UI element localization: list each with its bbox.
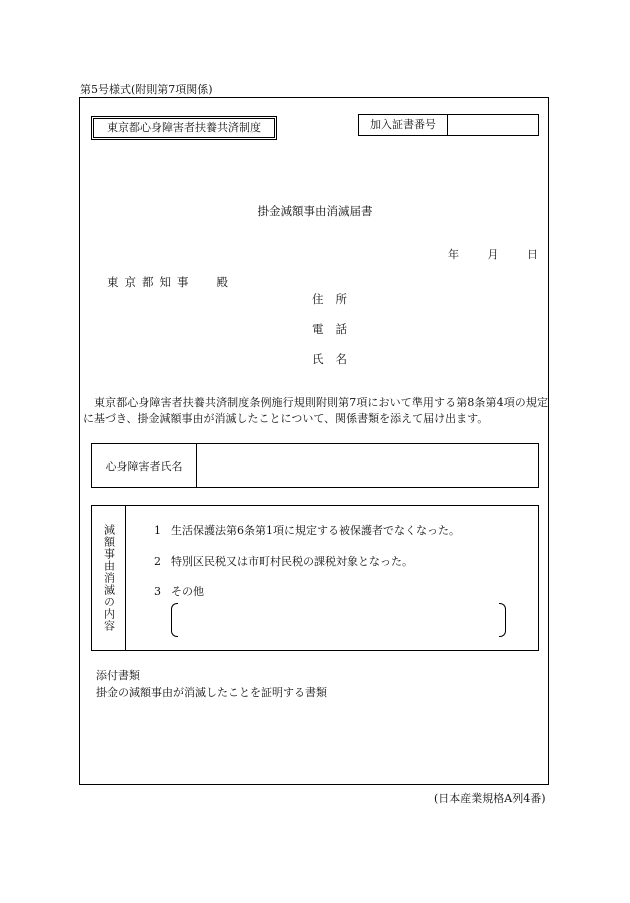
reason-number: 3 [154,585,161,598]
date-row [448,246,538,262]
reason-item[interactable] [154,522,460,538]
attachments-text: 掛金の減額事由が消滅したことを証明する書類 [96,686,327,699]
reason-item[interactable] [154,553,413,569]
certificate-number-label: 加入証書番号 [359,115,448,135]
system-name-box [91,116,277,140]
reason-number: 2 [154,555,161,568]
certificate-number-field[interactable] [448,115,538,135]
form-number: 第5号様式(附則第7項関係) [80,83,213,96]
reason-item[interactable] [154,583,204,599]
date-month-field[interactable]: 月 [487,248,499,261]
addressee-name: 東京都知事 [107,275,195,289]
other-reason-right-bracket [499,603,506,637]
system-name: 東京都心身障害者扶養共済制度 [107,121,261,134]
disabled-person-name-field[interactable] [197,444,538,487]
date-year-field[interactable]: 年 [448,248,459,261]
addressee-honorific: 殿 [216,275,234,289]
attachments-title: 添付書類 [96,669,140,682]
declaration-text: 東京都心身障害者扶養共済制度条例施行規則附則第7項において準用する第8条第4項の規定に基づき、掛金減額事由が消滅したことについて、関係書類を添えて届け出ます。 [83,396,548,425]
certificate-number-box [358,114,539,136]
applicant-name-label[interactable]: 氏名 [312,352,359,366]
reason-text: 生活保護法第6条第1項に規定する被保護者でなくなった。 [171,524,460,537]
document-title: 掛金減額事由消滅届書 [257,204,373,218]
date-day-field[interactable]: 日 [527,248,538,261]
reason-label: 減額事由消滅の内容 [92,506,126,650]
phone-label[interactable]: 電話 [312,322,359,336]
form-frame [79,97,549,785]
addressee [107,274,234,290]
address-label[interactable]: 住所 [312,292,359,306]
reason-number: 1 [154,524,161,537]
other-reason-left-bracket [171,603,178,637]
other-reason-field[interactable] [180,606,496,634]
reason-text: その他 [171,585,204,598]
disabled-person-name-label: 心身障害者氏名 [92,444,197,487]
disabled-person-name-box [91,443,539,488]
paper-size-note: (日本産業規格A列4番) [434,792,546,805]
reason-text: 特別区民税又は市町村民税の課税対象となった。 [171,555,413,568]
